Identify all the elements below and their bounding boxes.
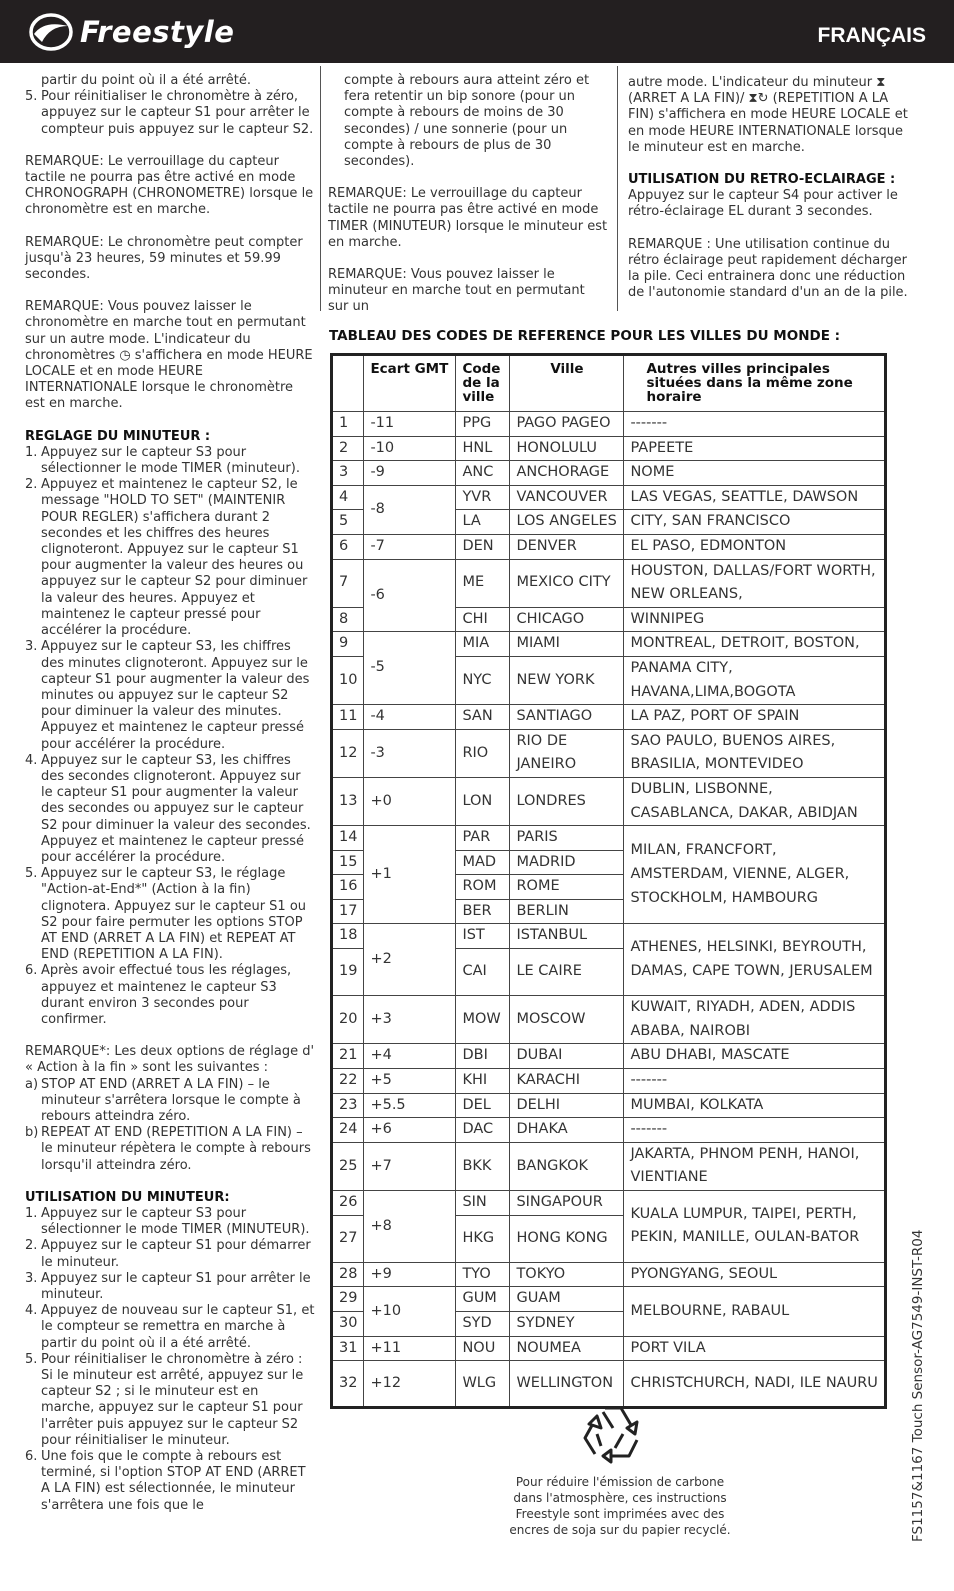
list-item-number: a) [25,1076,39,1092]
cell-city-name: RIO DE JANEIRO [510,729,624,777]
table-row [332,485,886,510]
cell-city-name: SINGAPOUR [510,1191,624,1216]
col-header-other-cities: Autres villes principales situées dans la même zone horaire [624,355,886,412]
cell-city-code: WLG [456,1361,510,1408]
list-item-text: Appuyez sur le capteur S3 pour sélectionner le mode TIMER (MINUTEUR). [41,1206,310,1238]
text-column-3 [628,75,910,301]
cell-gmt-offset: +11 [364,1336,456,1361]
cell-other-cities: ABU DHABI, MASCATE [624,1044,886,1069]
cell-city-code: SAN [456,705,510,730]
paragraph-gap [328,251,608,267]
cell-gmt-offset: +8 [364,1191,456,1263]
cell-city-name: BANGKOK [510,1142,624,1190]
cell-gmt-offset: +10 [364,1287,456,1336]
table-row [332,1069,886,1094]
cell-gmt-offset: +6 [364,1118,456,1143]
list-item-number: 1. [25,444,38,460]
cell-city-code: YVR [456,485,510,510]
paragraph: REMARQUE: Le chronomètre peut compter jusqu'à 23 heures, 59 minutes et 59.99 secondes. [25,234,303,283]
cell-number: 16 [332,875,364,900]
cell-city-code: DEL [456,1093,510,1118]
cell-number: 12 [332,729,364,777]
table-row [332,996,886,1044]
world-cities-table [330,353,887,1409]
cell-city-name: WELLINGTON [510,1361,624,1408]
cell-number: 24 [332,1118,364,1143]
cell-number: 6 [332,534,364,559]
cell-other-cities: KUALA LUMPUR, TAIPEI, PERTH, PEKIN, MANILLE, OULAN-BATOR [624,1191,886,1263]
paragraph: autre mode. L'indicateur du minuteur ⧗ (ARRET A LA FIN)/ ⧗↻ (REPETITION A LA FIN) s'affichera en mode HEURE LOCALE et en mode HEURE INTERNATIONALE lorsque le minuteur est en marche. [628,75,908,155]
cell-city-name: KARACHI [510,1069,624,1094]
list-item [25,1271,315,1303]
cell-gmt-offset: -4 [364,705,456,730]
paragraph: REMARQUE: Vous pouvez laisser le chronomètre en marche tout en permutant sur un autre mode. L'indicateur du chronomètres ◷ s'affichera en mode HEURE LOCALE et en mode HEURE INTERNATIONALE lorsque le chronomètre est en marche. [25,299,313,412]
cell-gmt-offset: +0 [364,777,456,825]
cell-other-cities: LA PAZ, PORT OF SPAIN [624,705,886,730]
language-label: FRANÇAIS [817,24,926,47]
cell-other-cities: ------- [624,412,886,437]
cell-number: 4 [332,485,364,510]
cell-gmt-offset: +7 [364,1142,456,1190]
cell-city-name: ROME [510,875,624,900]
cell-number: 5 [332,510,364,535]
cell-city-code: CAI [456,949,510,996]
paragraph-gap [328,170,608,186]
list-item [25,1077,315,1126]
cell-number: 31 [332,1336,364,1361]
brand-name: Freestyle [80,15,235,49]
paragraph-gap [25,413,315,429]
cell-city-name: LONDRES [510,777,624,825]
cell-number: 17 [332,899,364,924]
freestyle-logo-icon [28,12,74,52]
cell-other-cities: MELBOURNE, RABAUL [624,1287,886,1336]
list-item [25,89,315,138]
text-column-1 [25,73,315,1514]
cell-city-code: TYO [456,1262,510,1287]
table-title: TABLEAU DES CODES DE REFERENCE POUR LES VILLES DU MONDE : [329,328,841,344]
list-item-number: b) [25,1125,39,1141]
cell-city-code: PPG [456,412,510,437]
cell-city-code: HKG [456,1215,510,1262]
cell-city-name: LOS ANGELES [510,510,624,535]
table-row [332,1262,886,1287]
table-row [332,1287,886,1312]
list-item [25,639,315,752]
paragraph: compte à rebours aura atteint zéro et fera retentir un bip sonore (pour un compte à rebours de moins de 30 secondes) / une sonnerie (pour un compte à rebours de plus de 30 secondes). [344,73,590,170]
cell-other-cities: DUBLIN, LISBONNE, CASABLANCA, DAKAR, ABIDJAN [624,777,886,825]
cell-city-code: MIA [456,632,510,657]
list-item-text: REPEAT AT END (REPETITION A LA FIN) – le minuteur répètera le compte à rebours lorsqu'il atteindra zéro. [41,1125,311,1173]
cell-city-code: IST [456,924,510,949]
cell-number: 7 [332,559,364,607]
cell-city-code: DBI [456,1044,510,1069]
table-row [332,1044,886,1069]
cell-city-code: LON [456,777,510,825]
list-item [25,445,315,477]
cell-city-code: DEN [456,534,510,559]
cell-city-name: DELHI [510,1093,624,1118]
paragraph-gap [25,219,315,235]
cell-city-code: SIN [456,1191,510,1216]
cell-other-cities: SAO PAULO, BUENOS AIRES, BRASILIA, MONTEVIDEO [624,729,886,777]
cell-other-cities: ------- [624,1069,886,1094]
cell-city-code: RIO [456,729,510,777]
cell-other-cities: KUWAIT, RIYADH, ADEN, ADDIS ABABA, NAIROBI [624,996,886,1044]
list-item [25,1206,315,1238]
cell-city-name: GUAM [510,1287,624,1312]
col-header-gmt: Ecart GMT [364,355,456,412]
list-item-text: Appuyez sur le capteur S1 pour arrêter le minuteur. [41,1270,311,1303]
list-item-text: Appuyez sur le capteur S3 pour sélectionner le mode TIMER (minuteur). [41,444,300,477]
list-item [25,753,315,866]
cell-number: 32 [332,1361,364,1408]
cell-gmt-offset: +9 [364,1262,456,1287]
document-code [880,1229,940,1542]
cell-city-code: NYC [456,656,510,704]
paragraph-gap [25,1028,315,1044]
cell-city-name: MADRID [510,850,624,875]
cell-city-code: ME [456,559,510,607]
cell-city-code: LA [456,510,510,535]
cell-gmt-offset: -3 [364,729,456,777]
list-item-text: Pour réinitialiser le chronomètre à zéro : Si le minuteur est arrêté, appuyez sur le capteur S2 ; si le minuteur est en marche, appuyez sur le capteur S1 pour l'arrêter puis appuyez sur le capteur S2 pour réinitialiser le minuteur. [41,1351,304,1448]
cell-number: 27 [332,1215,364,1262]
table-row [332,1093,886,1118]
table-row [332,632,886,657]
list-item-text: Appuyez et maintenez le capteur S2, le message "HOLD TO SET" (MAINTENIR POUR REGLER) s'affichera durant 2 secondes et les chiffres des heures clignoteront. Appuyez sur le capteur S1 pour augmenter la valeur des heures ou appuyez sur le capteur S2 pour diminuer la valeur des heures. Appuyez et maintenez le capteur pressé pour accélérer la procédure. [41,477,308,639]
table-row [332,1118,886,1143]
paragraph-gap [628,156,910,172]
cell-city-code: BER [456,899,510,924]
paragraph-gap [25,283,315,299]
cell-gmt-offset: +12 [364,1361,456,1408]
cell-number: 15 [332,850,364,875]
cell-gmt-offset: -5 [364,632,456,705]
paragraph: REMARQUE: Vous pouvez laisser le minuteur en marche tout en permutant sur un [328,267,585,315]
table-row [332,1336,886,1361]
table-row [332,436,886,461]
cell-city-name: DENVER [510,534,624,559]
paragraph: Appuyez sur le capteur S4 pour activer le rétro-éclairage EL durant 3 secondes. [628,188,898,220]
paragraph: REMARQUE: Le verrouillage du capteur tactile ne pourra pas être activé en mode TIMER (MINUTEUR) lorsque le minuteur est en marche. [328,186,608,250]
column-divider [320,66,321,311]
list-item-number: 4. [25,1303,38,1319]
cell-number: 21 [332,1044,364,1069]
cell-other-cities: JAKARTA, PHNOM PENH, HANOI, VIENTIANE [624,1142,886,1190]
col-header-number [332,355,364,412]
cell-city-name: TOKYO [510,1262,624,1287]
cell-city-name: MOSCOW [510,996,624,1044]
cell-number: 3 [332,461,364,486]
cell-other-cities: PYONGYANG, SEOUL [624,1262,886,1287]
cell-other-cities: ------- [624,1118,886,1143]
list-item [25,963,315,1028]
cell-gmt-offset: +4 [364,1044,456,1069]
list-item-number: 4. [25,752,38,768]
cell-city-name: NOUMEA [510,1336,624,1361]
list-item-text: Pour réinitialiser le chronomètre à zéro, appuyez sur le capteur S1 pour arrêter le compteur puis appuyez sur le capteur S2. [41,89,314,137]
cell-number: 2 [332,436,364,461]
cell-city-name: SYDNEY [510,1311,624,1336]
table-body [332,412,886,1408]
cell-other-cities: CHRISTCHURCH, NADI, ILE NAURU [624,1361,886,1408]
cell-city-name: HONG KONG [510,1215,624,1262]
list-item-number: 3. [25,1270,38,1286]
cell-number: 28 [332,1262,364,1287]
cell-number: 14 [332,826,364,851]
section-heading: UTILISATION DU MINUTEUR: [25,1189,230,1205]
cell-number: 29 [332,1287,364,1312]
list-item-text: Après avoir effectué tous les réglages, appuyez et maintenez le capteur S3 durant environ 3 secondes pour confirmer. [41,963,292,1027]
list-item-number: 5. [25,89,38,105]
section-heading: UTILISATION DU RETRO-ECLAIRAGE : [628,172,896,188]
cell-number: 22 [332,1069,364,1094]
cell-other-cities: CITY, SAN FRANCISCO [624,510,886,535]
cell-number: 13 [332,777,364,825]
list-item-number: 5. [25,1351,38,1367]
cell-city-code: MOW [456,996,510,1044]
list-item-number: 2. [25,477,38,493]
cell-city-code: GUM [456,1287,510,1312]
document-code-text: FS1157&1167 Touch Sensor-AG7549-INST-R04 [910,1229,926,1542]
table-row [332,1191,886,1216]
freestyle-logo [28,10,234,54]
table-row [332,777,886,825]
cell-number: 23 [332,1093,364,1118]
cell-number: 9 [332,632,364,657]
cell-gmt-offset: -11 [364,412,456,437]
list-item [25,1303,315,1352]
list-item-number: 6. [25,963,38,979]
list-item-number: 6. [25,1449,38,1465]
cell-number: 19 [332,949,364,996]
cell-number: 20 [332,996,364,1044]
cell-gmt-offset: -7 [364,534,456,559]
cell-city-code: BKK [456,1142,510,1190]
cell-city-code: HNL [456,436,510,461]
list-item [25,1449,315,1514]
cell-gmt-offset: +5.5 [364,1093,456,1118]
cell-city-name: CHICAGO [510,607,624,632]
paragraph: REMARQUE*: Les deux options de réglage d' « Action à la fin » sont les suivantes : [25,1044,315,1076]
cell-city-code: ROM [456,875,510,900]
cell-gmt-offset: -10 [364,436,456,461]
cell-other-cities: LAS VEGAS, SEATTLE, DAWSON [624,485,886,510]
column-divider [617,66,618,311]
table-row [332,826,886,851]
list-item-text: Appuyez sur le capteur S1 pour démarrer le minuteur. [41,1238,311,1270]
cell-other-cities: HOUSTON, DALLAS/FORT WORTH, NEW ORLEANS, [624,559,886,607]
cell-number: 10 [332,656,364,704]
paragraph-gap [25,138,315,154]
list-item-number: 3. [25,639,38,655]
cell-other-cities: MUMBAI, KOLKATA [624,1093,886,1118]
cell-city-name: BERLIN [510,899,624,924]
cell-number: 1 [332,412,364,437]
cell-city-name: NEW YORK [510,656,624,704]
list-item-text: Appuyez sur le capteur S3, le réglage "Action-at-End*" (Action à la fin) clignotera. Appuyez sur le capteur S1 ou S2 pour faire permuter les options STOP AT END (ARRET A LA FIN) et REPEAT AT END (REPETITION A LA FIN). [41,866,307,963]
recycling-note: Pour réduire l'émission de carbone dans l'atmosphère, ces instructions Freestyle sont imprimées avec des encres de soja sur du papier recyclé. [509,1475,731,1537]
list-item [25,477,315,639]
cell-city-name: MEXICO CITY [510,559,624,607]
cell-city-code: DAC [456,1118,510,1143]
cell-other-cities: PAPEETE [624,436,886,461]
col-header-city: Ville [510,355,624,412]
cell-city-name: ISTANBUL [510,924,624,949]
cell-other-cities: PANAMA CITY, HAVANA,LIMA,BOGOTA [624,656,886,704]
cell-city-code: KHI [456,1069,510,1094]
cell-city-name: ANCHORAGE [510,461,624,486]
table-row [332,729,886,777]
cell-city-name: PAGO PAGEO [510,412,624,437]
cell-city-name: HONOLULU [510,436,624,461]
paragraph-gap [25,1174,315,1190]
cell-city-code: MAD [456,850,510,875]
list-item [25,1125,315,1174]
list-item [25,1238,315,1270]
cell-other-cities: NOME [624,461,886,486]
list-item-text: Appuyez sur le capteur S3, les chiffres des minutes clignoteront. Appuyez sur le capteur S1 pour augmenter la valeur des minutes ou appuyez sur le capteur S2 pour diminuer la valeur des minutes. Appuyez et maintenez le capteur pressé pour accélérer la procédure. [41,639,310,752]
cell-gmt-offset: +2 [364,924,456,996]
col-header-code: Code de la ville [456,355,510,412]
cell-city-name: VANCOUVER [510,485,624,510]
list-item [25,1352,315,1449]
list-item-number: 1. [25,1206,38,1221]
cell-other-cities: PORT VILA [624,1336,886,1361]
list-item-text: Appuyez de nouveau sur le capteur S1, et le compteur se remettra en marche à partir du point où il a été arrêté. [41,1303,315,1351]
cell-other-cities: MILAN, FRANCFORT, AMSTERDAM, VIENNE, ALGER, STOCKHOLM, HAMBOURG [624,826,886,924]
cell-city-code: NOU [456,1336,510,1361]
paragraph: REMARQUE : Une utilisation continue du rétro éclairage peut rapidement décharger la pile. Ceci entrainera donc une réduction de l'autonomie standard d'un an de la pile. [628,236,908,301]
cell-city-code: CHI [456,607,510,632]
cell-gmt-offset: -8 [364,485,456,534]
table-row [332,559,886,607]
list-item-text: STOP AT END (ARRET A LA FIN) – le minuteur s'arrêtera lorsque le compte à rebours atteindra zéro. [41,1076,301,1124]
cell-city-name: DHAKA [510,1118,624,1143]
cell-gmt-offset: +5 [364,1069,456,1094]
table-row [332,705,886,730]
cell-other-cities: WINNIPEG [624,607,886,632]
cell-city-name: MIAMI [510,632,624,657]
table-row [332,924,886,949]
text-column-2 [328,73,608,316]
list-item [25,866,315,963]
cell-number: 11 [332,705,364,730]
cell-city-name: SANTIAGO [510,705,624,730]
paragraph-gap [628,221,910,237]
cell-number: 18 [332,924,364,949]
list-item-number: 2. [25,1238,38,1254]
table-row [332,1142,886,1190]
cell-city-code: ANC [456,461,510,486]
list-item-number: 5. [25,866,38,882]
cell-gmt-offset: +1 [364,826,456,924]
list-item-text: Appuyez sur le capteur S3, les chiffres des secondes clignoteront. Appuyez sur le capteur S1 pour augmenter la valeur des secondes ou appuyez sur le capteur S2 pour diminuer la valeur des secondes. Appuyez et maintenez le capteur pressé pour accélérer la procédure. [41,752,311,865]
cell-city-code: PAR [456,826,510,851]
cell-city-code: SYD [456,1311,510,1336]
cell-number: 26 [332,1191,364,1216]
list-item-text: Une fois que le compte à rebours est terminé, si l'option STOP AT END (ARRET A LA FIN) est sélectionnée, le minuteur s'arrêtera une fois que le [41,1449,306,1513]
cell-other-cities: EL PASO, EDMONTON [624,534,886,559]
cell-other-cities: MONTREAL, DETROIT, BOSTON, [624,632,886,657]
paragraph: REMARQUE: Le verrouillage du capteur tactile ne pourra pas être activé en mode CHRONOGRAPH (CHRONOMETRE) lorsque le chronomètre est en marche. [25,153,314,218]
cell-number: 30 [332,1311,364,1336]
table-row [332,412,886,437]
cell-city-name: LE CAIRE [510,949,624,996]
cell-number: 8 [332,607,364,632]
cell-city-name: DUBAI [510,1044,624,1069]
table-row [332,461,886,486]
cell-gmt-offset: -9 [364,461,456,486]
cell-other-cities: ATHENES, HELSINKI, BEYROUTH, DAMAS, CAPE TOWN, JERUSALEM [624,924,886,996]
recycle-icon [575,1398,651,1470]
cell-gmt-offset: -6 [364,559,456,632]
table-header-row [332,355,886,412]
section-heading: REGLAGE DU MINUTEUR : [25,428,211,444]
cell-city-name: PARIS [510,826,624,851]
cell-gmt-offset: +3 [364,996,456,1044]
table-row [332,534,886,559]
cell-number: 25 [332,1142,364,1190]
paragraph: partir du point où il a été arrêté. [41,73,252,88]
page-header [0,0,954,63]
